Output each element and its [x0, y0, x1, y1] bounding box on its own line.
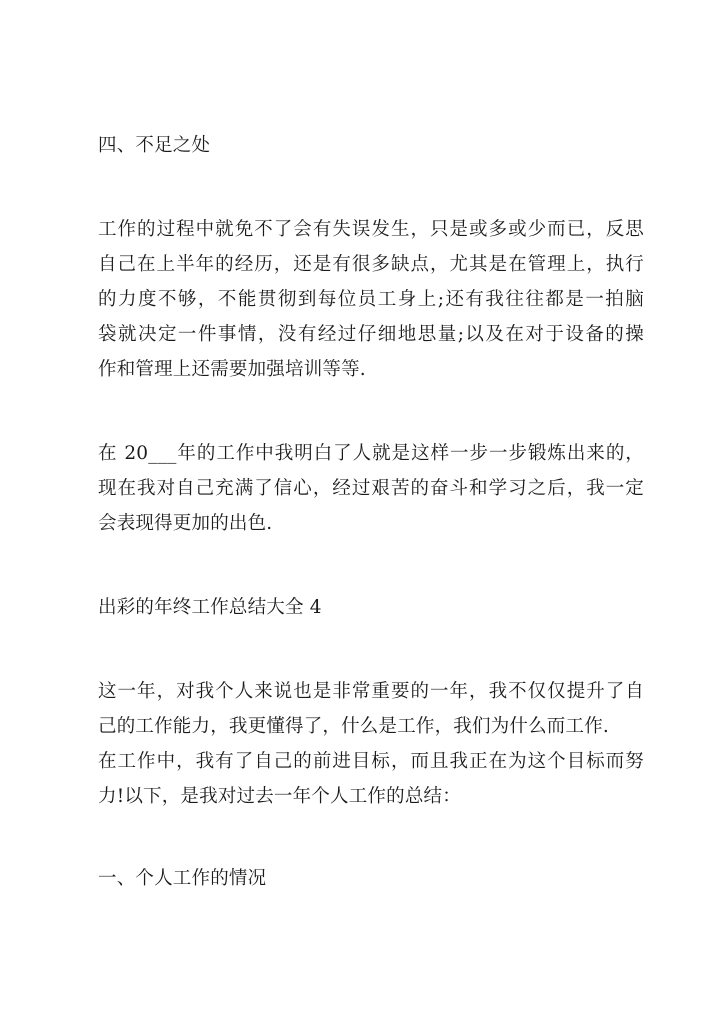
paragraph-line: 工作的过程中就免不了会有失误发生，只是或多或少而已，反思 [98, 219, 644, 240]
paragraph-line: 现在我对自己充满了信心，经过艰苦的奋斗和学习之后，我一定 [98, 478, 644, 499]
section-heading-shortcomings: 四、不足之处 [98, 135, 211, 156]
paragraph-confidence [98, 436, 644, 541]
paragraph-intro [98, 674, 644, 814]
paragraph-shortcomings [98, 212, 644, 387]
paragraph-line: 作和管理上还需要加强培训等等. [98, 359, 366, 380]
paragraph-line: 在工作中，我有了自己的前进目标，而且我正在为这个目标而努 [98, 751, 644, 772]
document-page [98, 128, 644, 896]
paragraph-line: 的力度不够，不能贯彻到每位员工身上;还有我往往都是一拍脑 [98, 289, 644, 310]
paragraph-line: 自己在上半年的经历，还是有很多缺点，尤其是在管理上，执行 [98, 254, 644, 275]
paragraph-line: 这一年，对我个人来说也是非常重要的一年，我不仅仅提升了自 [98, 681, 644, 702]
paragraph-line: 己的工作能力，我更懂得了，什么是工作，我们为什么而工作. [98, 716, 609, 737]
paragraph-line: 力!以下，是我对过去一年个人工作的总结： [98, 786, 461, 807]
paragraph-line: 会表现得更加的出色. [98, 513, 273, 534]
paragraph-line: 袋就决定一件事情，没有经过仔细地思量;以及在对于设备的操 [98, 324, 644, 345]
paragraph-line: 在 20___年的工作中我明白了人就是这样一步一步锻炼出来的， [98, 443, 644, 464]
article-title: 出彩的年终工作总结大全 4 [98, 597, 322, 618]
section-heading-work-status: 一、个人工作的情况 [98, 868, 267, 889]
